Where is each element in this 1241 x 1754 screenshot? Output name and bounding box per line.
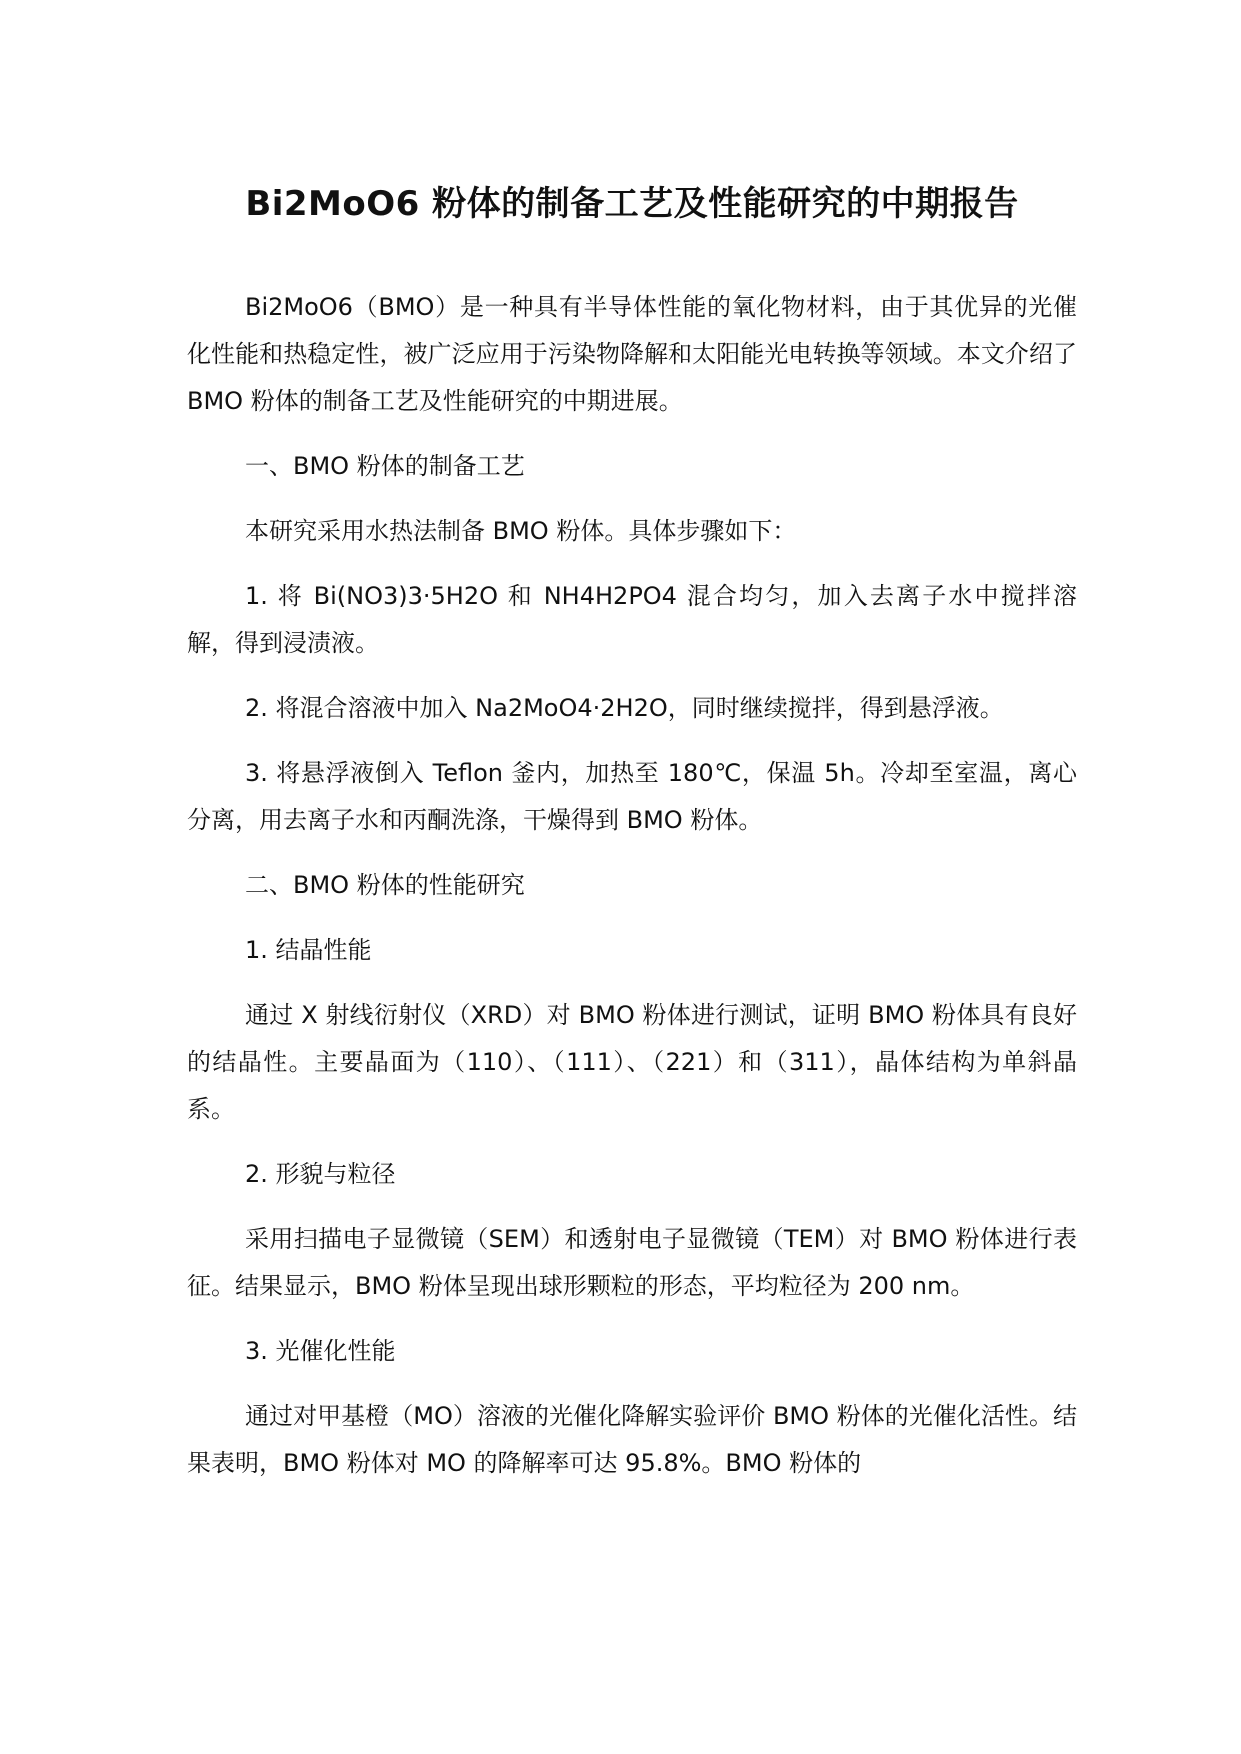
document-page <box>187 176 1077 1505</box>
step-1-paragraph: 1. 将 Bi(NO3)3·5H2O 和 NH4H2PO4 混合均匀，加入去离子水中搅拌溶解，得到浸渍液。 <box>187 582 1077 657</box>
crystallinity-paragraph: 通过 X 射线衍射仪（XRD）对 BMO 粉体进行测试，证明 BMO 粉体具有良好的结晶性。主要晶面为（110）、（111）、（221）和（311），晶体结构为单斜晶系。 <box>187 1001 1077 1123</box>
intro-paragraph: Bi2MoO6（BMO）是一种具有半导体性能的氧化物材料，由于其优异的光催化性能和热稳定性，被广泛应用于污染物降解和太阳能光电转换等领域。本文介绍了 BMO 粉体的制备工艺及性能研究的中期进展。 <box>187 293 1077 415</box>
step-3-paragraph: 3. 将悬浮液倒入 Teflon 釜内，加热至 180℃，保温 5h。冷却至室温，离心分离，用去离子水和丙酮洗涤，干燥得到 BMO 粉体。 <box>187 759 1077 834</box>
subheading-crystallinity: 1. 结晶性能 <box>245 936 372 964</box>
subheading-photocatalysis: 3. 光催化性能 <box>245 1337 396 1365</box>
section-heading-performance: 二、BMO 粉体的性能研究 <box>245 871 525 899</box>
morphology-paragraph: 采用扫描电子显微镜（SEM）和透射电子显微镜（TEM）对 BMO 粉体进行表征。结果显示，BMO 粉体呈现出球形颗粒的形态，平均粒径为 200 nm。 <box>187 1225 1077 1300</box>
section-heading-preparation: 一、BMO 粉体的制备工艺 <box>245 452 525 480</box>
document-title: Bi2MoO6 粉体的制备工艺及性能研究的中期报告 <box>245 184 1019 224</box>
method-intro-paragraph: 本研究采用水热法制备 BMO 粉体。具体步骤如下： <box>245 517 797 545</box>
photocatalysis-paragraph: 通过对甲基橙（MO）溶液的光催化降解实验评价 BMO 粉体的光催化活性。结果表明，BMO 粉体对 MO 的降解率可达 95.8%。BMO 粉体的 <box>187 1402 1077 1477</box>
subheading-morphology: 2. 形貌与粒径 <box>245 1160 396 1188</box>
step-2-paragraph: 2. 将混合溶液中加入 Na2MoO4·2H2O，同时继续搅拌，得到悬浮液。 <box>245 694 1004 722</box>
